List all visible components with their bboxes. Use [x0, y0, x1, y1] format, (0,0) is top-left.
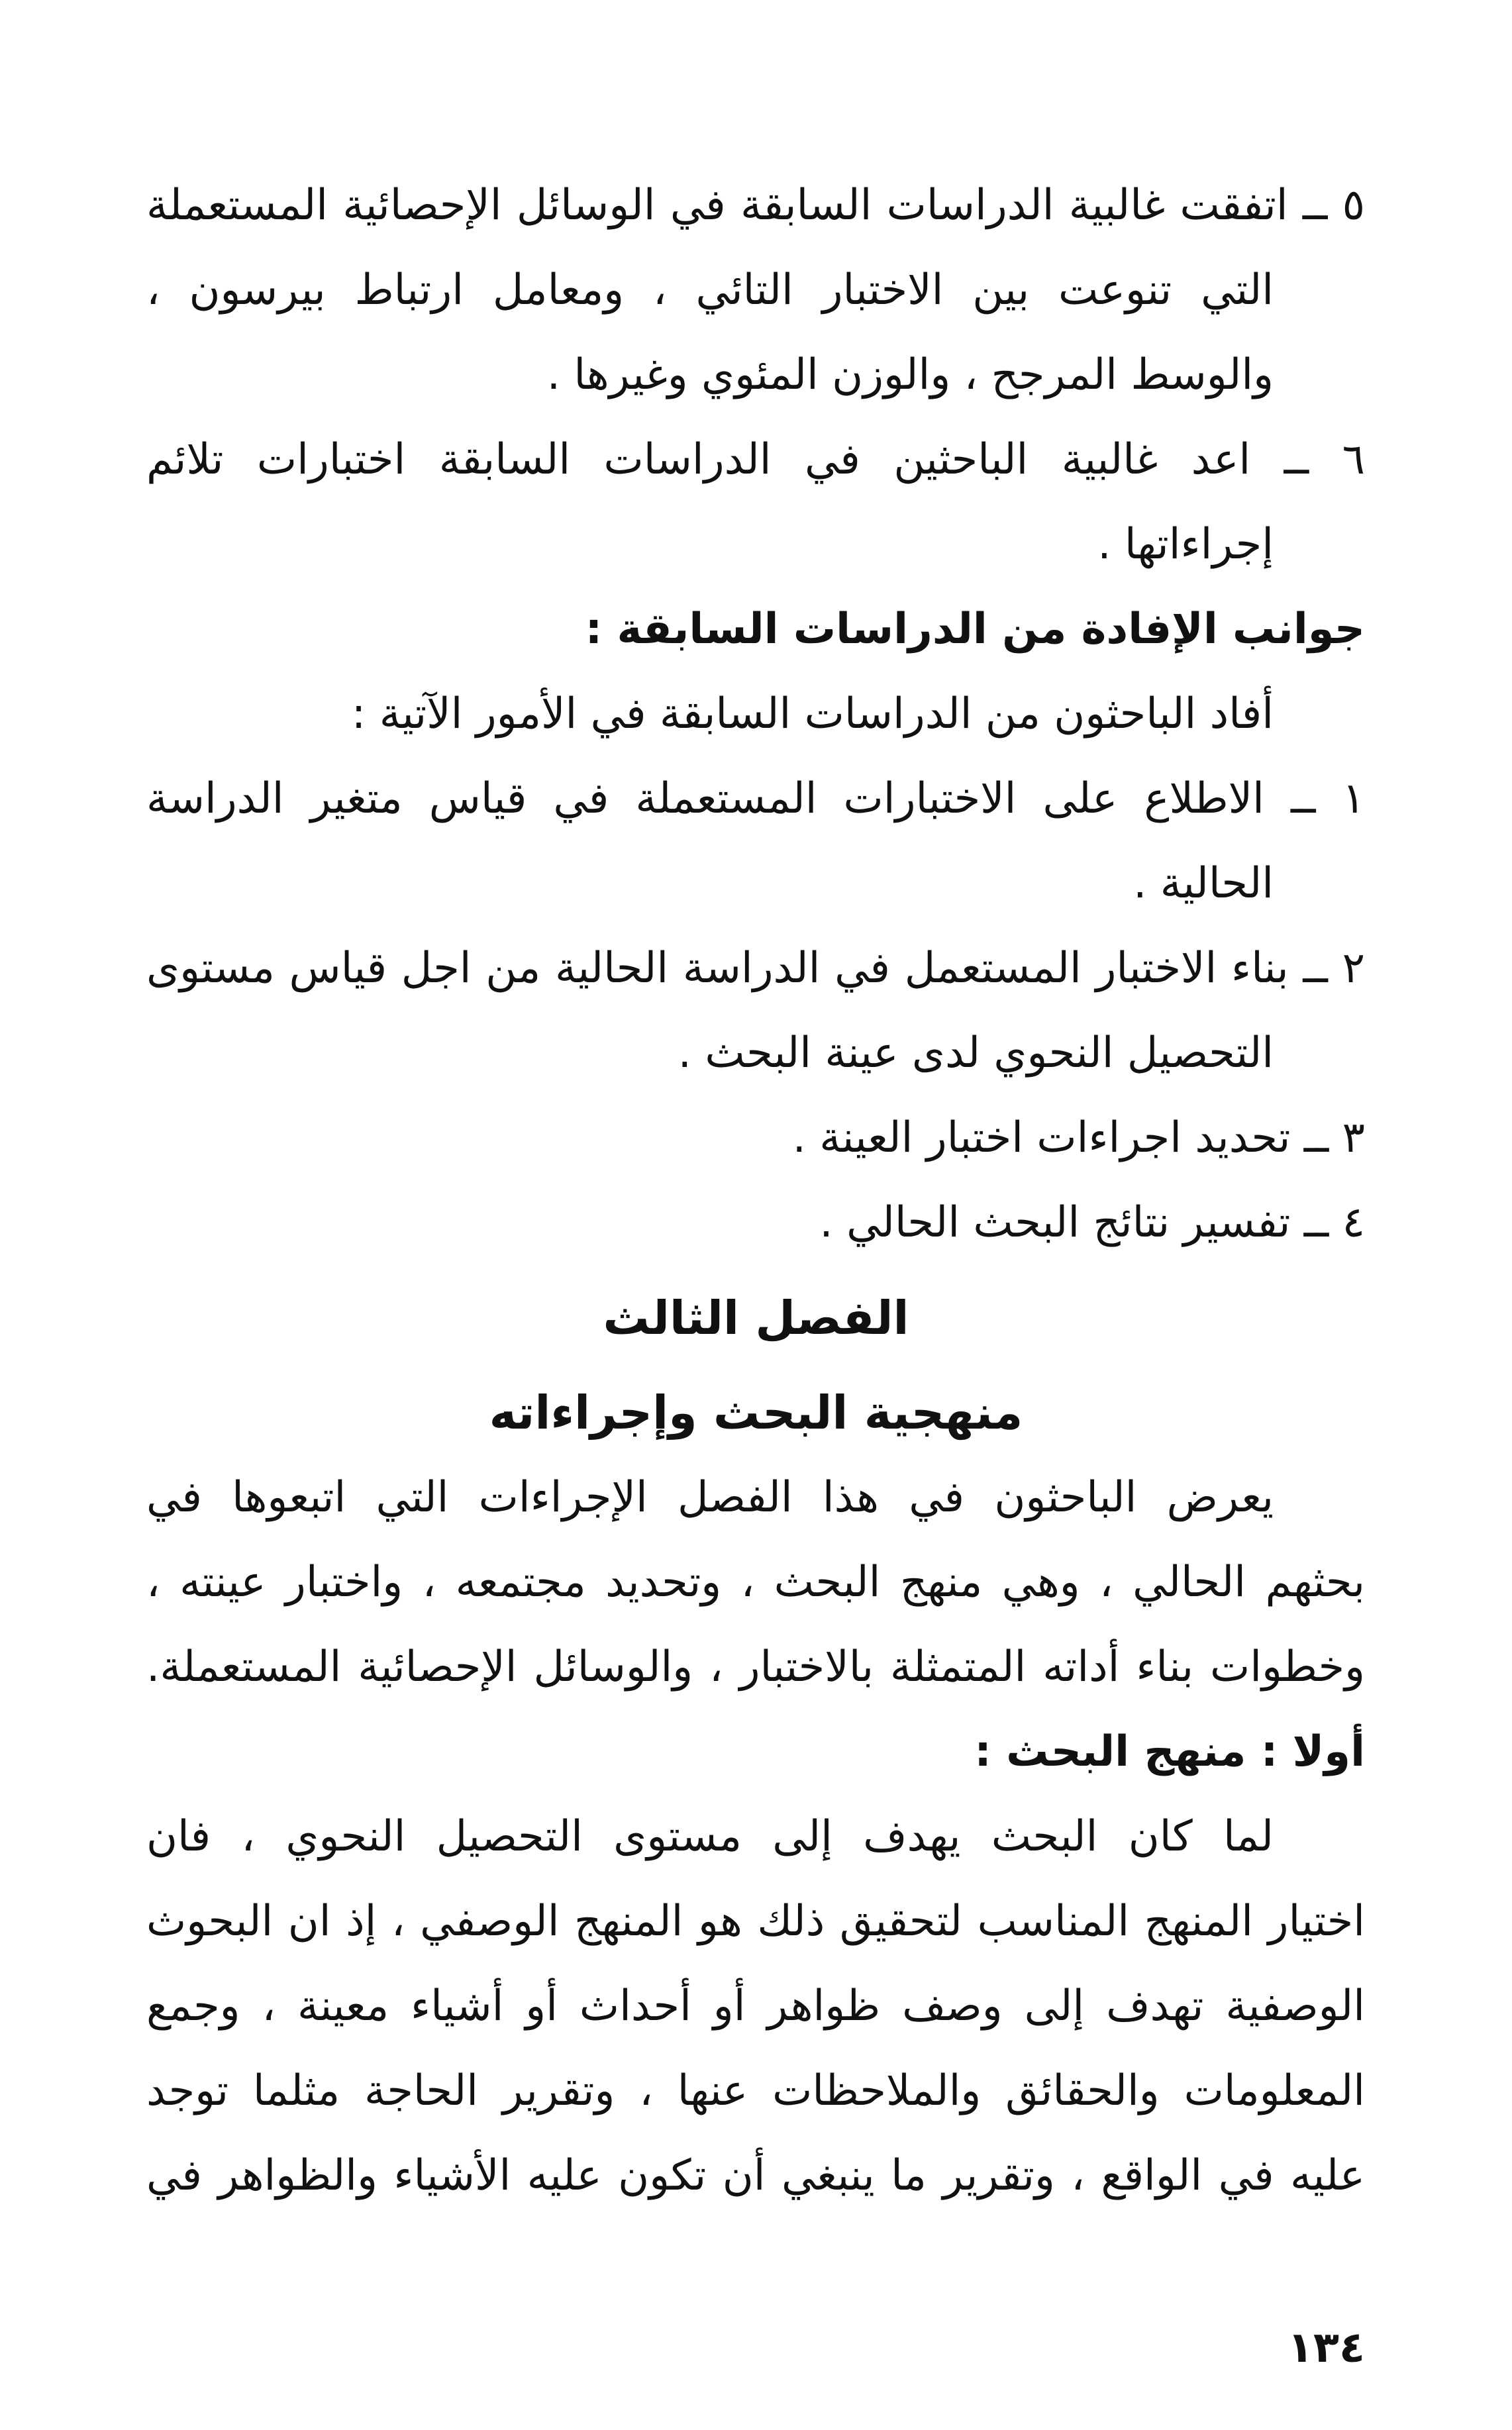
paragraph-1-line-3: وخطوات بناء أداته المتمثلة بالاختبار ، والوسائل الإحصائية المستعملة. — [146, 1643, 1365, 1692]
section-heading-method: أولا : منهج البحث : — [974, 1727, 1365, 1776]
list-item-2: ٢ ــ بناء الاختبار المستعمل في الدراسة الحالية من اجل قياس مستوى — [146, 944, 1365, 993]
list-item-5-cont-1: التي تنوعت بين الاختبار التائي ، ومعامل ارتباط بيرسون ، — [146, 266, 1274, 315]
paragraph-2-line-4: المعلومات والحقائق والملاحظات عنها ، وتقرير الحاجة مثلما توجد — [146, 2066, 1365, 2115]
paragraph-2-line-3: الوصفية تهدف إلى وصف ظواهر أو أحداث أو أشياء معينة ، وجمع — [146, 1982, 1365, 2031]
list-item-6: ٦ ــ اعد غالبية الباحثين في الدراسات السابقة اختبارات تلائم — [146, 435, 1365, 484]
list-item-6-cont: إجراءاتها . — [1097, 520, 1274, 569]
list-item-1-cont: الحالية . — [1133, 859, 1274, 908]
section-heading-benefits: جوانب الإفادة من الدراسات السابقة : — [585, 605, 1365, 654]
list-item-5: ٥ ــ اتفقت غالبية الدراسات السابقة في الوسائل الإحصائية المستعملة — [146, 181, 1365, 230]
list-item-3: ٣ ــ تحديد اجراءات اختبار العينة . — [792, 1113, 1365, 1162]
paragraph-2-line-5: عليه في الواقع ، وتقرير ما ينبغي أن تكون عليه الأشياء والظواهر في — [146, 2151, 1365, 2200]
list-item-2-cont: التحصيل النحوي لدى عينة البحث . — [678, 1029, 1274, 1078]
paragraph-1-line-1: يعرض الباحثون في هذا الفصل الإجراءات التي اتبعوها في — [146, 1473, 1274, 1522]
list-item-5-cont-2: والوسط المرجح ، والوزن المئوي وغيرها . — [546, 350, 1274, 399]
list-item-4: ٤ ــ تفسير نتائج البحث الحالي . — [819, 1198, 1365, 1247]
paragraph-intro: أفاد الباحثون من الدراسات السابقة في الأمور الآتية : — [351, 689, 1274, 738]
paragraph-1-line-2: بحثهم الحالي ، وهي منهج البحث ، وتحديد مجتمعه ، واختبار عينته ، — [146, 1558, 1365, 1607]
paragraph-2-line-1: لما كان البحث يهدف إلى مستوى التحصيل النحوي ، فان — [146, 1812, 1274, 1861]
page-number: ١٣٤ — [1287, 2323, 1365, 2372]
chapter-title: الفصل الثالث — [603, 1291, 909, 1345]
chapter-subtitle: منهجية البحث وإجراءاته — [489, 1386, 1023, 1440]
paragraph-2-line-2: اختيار المنهج المناسب لتحقيق ذلك هو المنهج الوصفي ، إذ ان البحوث — [146, 1897, 1365, 1946]
list-item-1: ١ ــ الاطلاع على الاختبارات المستعملة في قياس متغير الدراسة — [146, 774, 1365, 823]
